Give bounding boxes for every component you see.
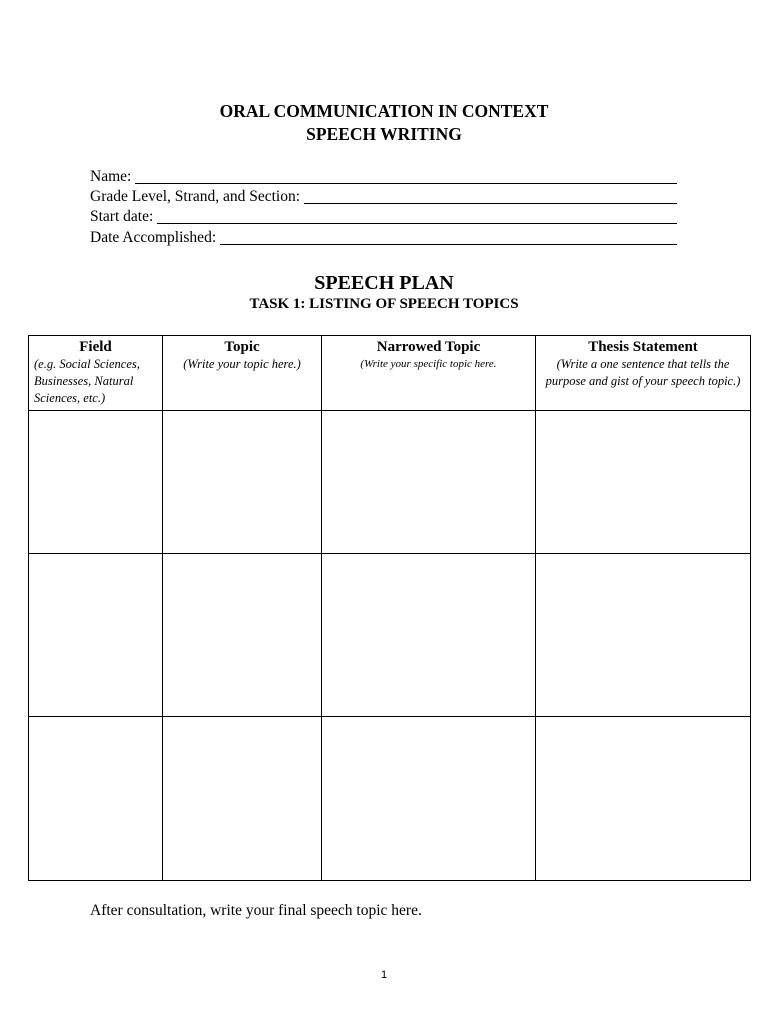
- document-title: ORAL COMMUNICATION IN CONTEXT: [219, 101, 549, 121]
- narrowed-topic-cell[interactable]: [322, 554, 536, 717]
- table-row: [29, 717, 751, 881]
- header-narrowed-topic-title: Narrowed Topic: [376, 339, 481, 355]
- start-date-field[interactable]: [90, 207, 677, 226]
- date-accomplished-blank-line[interactable]: [220, 230, 677, 245]
- grade-level-blank-line[interactable]: [304, 189, 677, 204]
- header-thesis-statement-title: Thesis Statement: [588, 339, 698, 355]
- header-field-title: Field: [79, 339, 112, 355]
- date-accomplished-field[interactable]: [90, 228, 677, 247]
- field-cell[interactable]: [29, 411, 163, 554]
- topic-cell[interactable]: [163, 717, 322, 881]
- narrowed-topic-cell[interactable]: [322, 411, 536, 554]
- name-blank-line[interactable]: [135, 169, 677, 184]
- final-topic-instruction: After consultation, write your final speech topic here.: [90, 902, 422, 919]
- table-row: [29, 411, 751, 554]
- task-heading: TASK 1: LISTING OF SPEECH TOPICS: [249, 296, 519, 312]
- field-cell[interactable]: [29, 717, 163, 881]
- header-narrowed-topic-hint: (Write your specific topic here.: [360, 358, 497, 370]
- thesis-statement-cell[interactable]: [536, 717, 751, 881]
- header-topic-hint: (Write your topic here.): [183, 357, 301, 371]
- header-field-hint: (e.g. Social Sciences, Businesses, Natural Sciences, etc.): [34, 357, 140, 405]
- topic-cell[interactable]: [163, 411, 322, 554]
- grade-level-field[interactable]: [90, 187, 677, 206]
- field-cell[interactable]: [29, 554, 163, 717]
- grade-level-label: Grade Level, Strand, and Section:: [90, 188, 301, 205]
- table-header-row: [29, 336, 751, 411]
- thesis-statement-cell[interactable]: [536, 411, 751, 554]
- speech-topics-table: [28, 335, 751, 881]
- header-topic: [163, 336, 322, 411]
- start-date-blank-line[interactable]: [157, 209, 677, 224]
- thesis-statement-cell[interactable]: [536, 554, 751, 717]
- header-field: [29, 336, 163, 411]
- speech-plan-heading: SPEECH PLAN: [314, 272, 454, 294]
- page-number: 1: [380, 969, 388, 981]
- name-field[interactable]: [90, 167, 677, 186]
- name-label: Name:: [90, 168, 132, 185]
- header-topic-title: Topic: [224, 339, 260, 355]
- header-thesis-statement-hint: (Write a one sentence that tells the purpose and gist of your speech topic.): [545, 357, 741, 388]
- date-accomplished-label: Date Accomplished:: [90, 229, 217, 246]
- header-narrowed-topic: [322, 336, 536, 411]
- document-subtitle: SPEECH WRITING: [306, 124, 462, 144]
- topic-cell[interactable]: [163, 554, 322, 717]
- table-row: [29, 554, 751, 717]
- narrowed-topic-cell[interactable]: [322, 717, 536, 881]
- header-thesis-statement: [536, 336, 751, 411]
- start-date-label: Start date:: [90, 208, 154, 225]
